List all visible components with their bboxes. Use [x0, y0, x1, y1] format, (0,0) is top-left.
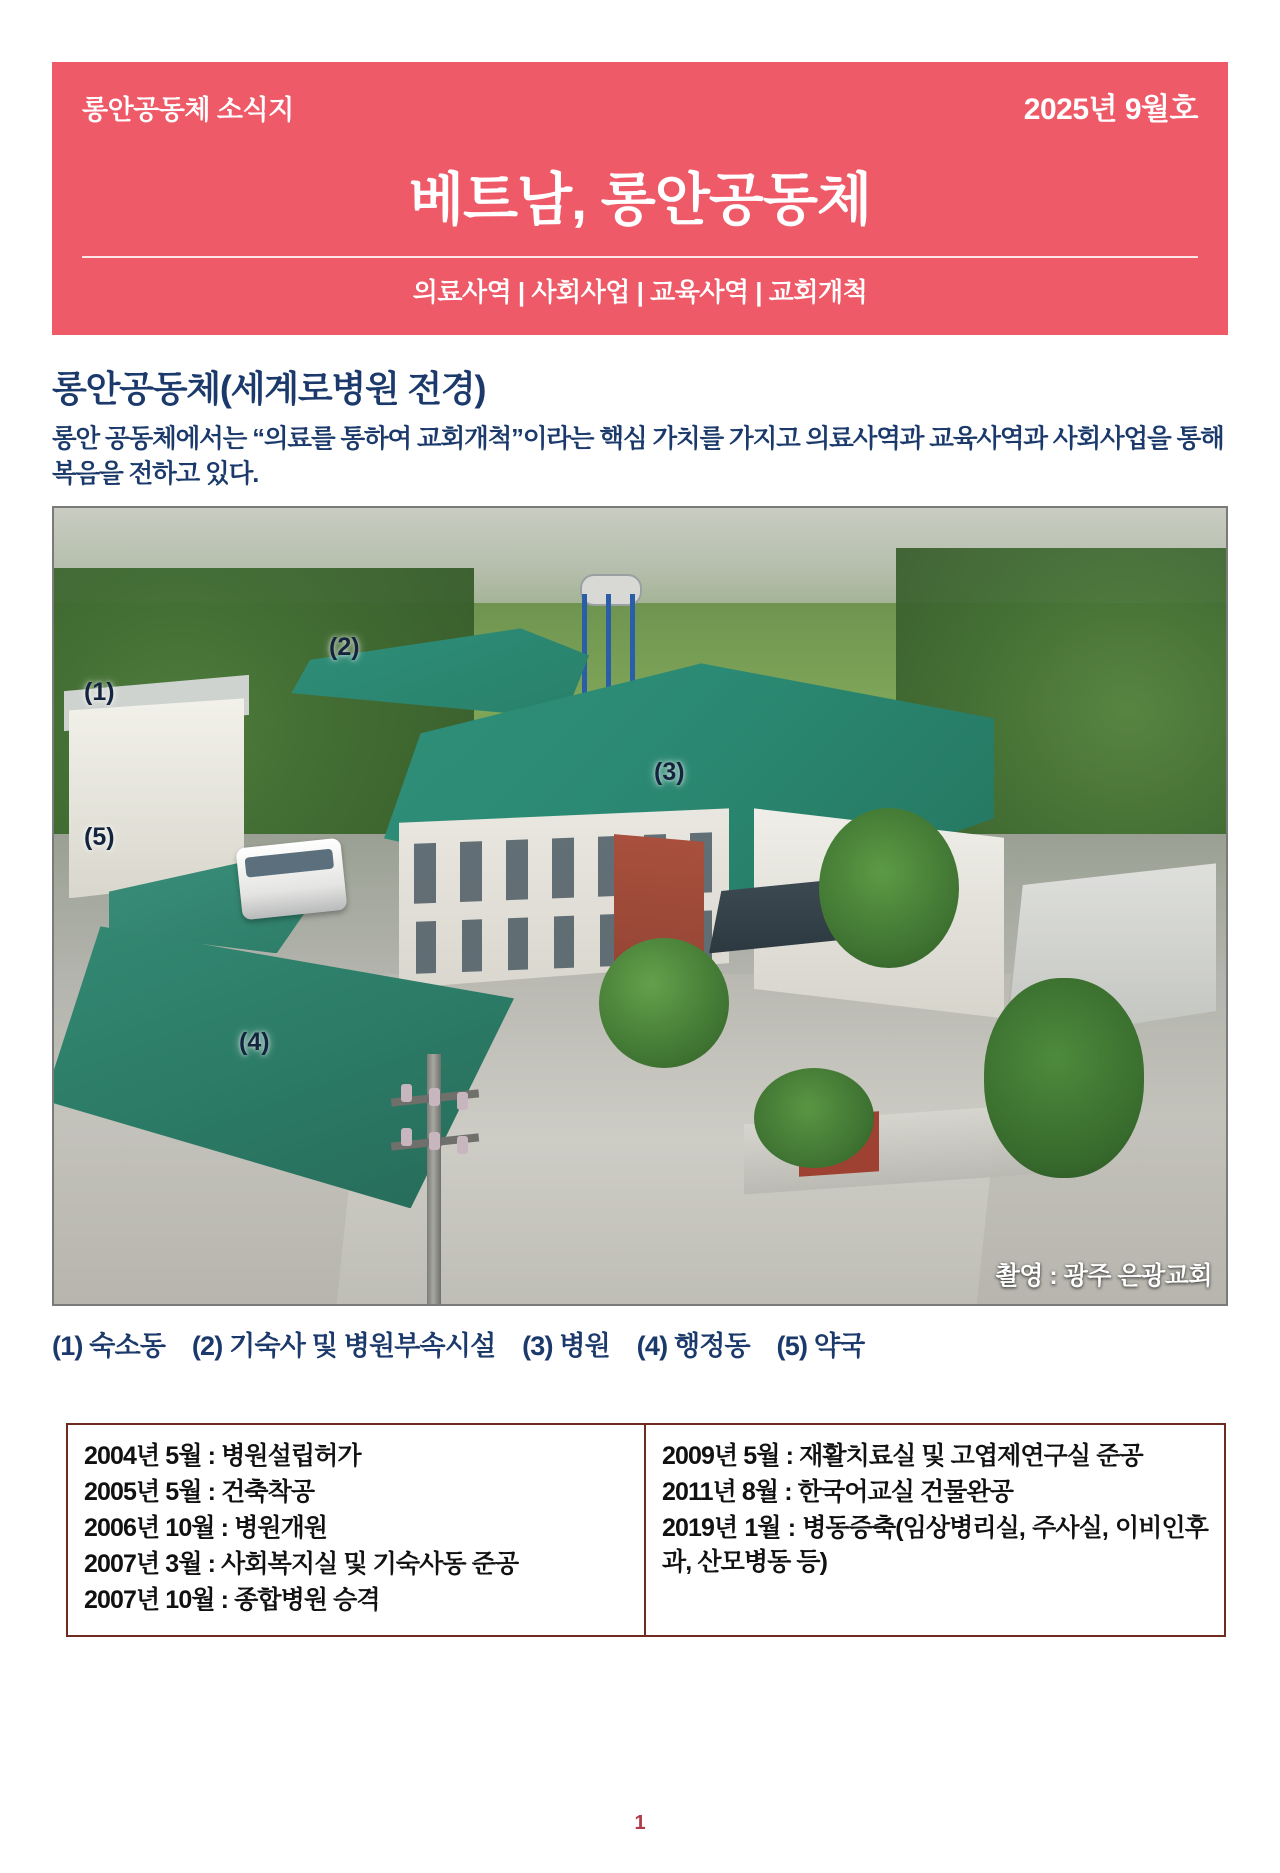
timeline-item: 2004년 5월 : 병원설립허가: [84, 1442, 361, 1471]
banner-subtitle: 의료사역 | 사회사업 | 교육사역 | 교회개척: [412, 277, 868, 307]
timeline-column-right: [646, 1425, 1224, 1635]
photo-marker-2: (2): [329, 633, 360, 662]
timeline-item: 2007년 10월 : 종합병원 승격: [84, 1586, 380, 1615]
page-number: 1: [634, 1812, 646, 1834]
legend-item-5: (5) 약국: [776, 1331, 865, 1362]
photo-water-tower: [574, 558, 644, 698]
photo-bus: [236, 838, 348, 921]
photo-utility-pole: [399, 1054, 469, 1304]
photo-bus-windshield: [245, 849, 335, 878]
timeline-item: 2009년 5월 : 재활치료실 및 고엽제연구실 준공: [662, 1442, 1143, 1471]
legend-item-3: (3) 병원: [522, 1331, 610, 1362]
photo-marker-1: (1): [84, 678, 115, 707]
banner-top-row: [82, 84, 1198, 128]
history-timeline: [66, 1423, 1226, 1637]
banner-divider: [82, 256, 1198, 258]
section-body: 롱안 공동체에서는 “의료를 통하여 교회개척”이라는 핵심 가치를 가지고 의료사역과 교육사역과 사회사업을 통해 복음을 전하고 있다.: [52, 425, 1224, 489]
timeline-item: 2019년 1월 : 병동증축(임상병리실, 주사실, 이비인후과, 산모병동 등): [662, 1514, 1208, 1577]
photo-legend: [52, 1324, 1228, 1363]
timeline-item: 2006년 10월 : 병원개원: [84, 1514, 328, 1543]
issue-label: 롱안공동체 소식지: [82, 95, 294, 125]
photo-tree-center-lower: [754, 1068, 874, 1168]
photo-marker-3: (3): [654, 758, 685, 787]
photo-tree-right-lower: [984, 978, 1144, 1178]
timeline-item: 2011년 8월 : 한국어교실 건물완공: [662, 1478, 1013, 1507]
section-heading: 롱안공동체(세계로병원 전경): [52, 368, 486, 409]
timeline-item: 2007년 3월 : 사회복지실 및 기숙사동 준공: [84, 1550, 519, 1579]
page-title: 베트남, 롱안공동체: [408, 168, 872, 232]
hospital-photo: [52, 506, 1228, 1306]
photo-marker-4: (4): [239, 1028, 270, 1057]
legend-item-1: (1) 숙소동: [52, 1331, 166, 1362]
photo-illustration: [54, 508, 1226, 1304]
photo-marker-5: (5): [84, 823, 115, 852]
legend-item-2: (2) 기숙사 및 병원부속시설: [191, 1331, 496, 1362]
header-banner: [52, 62, 1228, 335]
photo-tree-right-upper: [819, 808, 959, 968]
timeline-column-left: [68, 1425, 646, 1635]
timeline-item: 2005년 5월 : 건축착공: [84, 1478, 315, 1507]
photo-tree-center: [599, 938, 729, 1068]
newsletter-page: [0, 62, 1280, 1873]
issue-date: 2025년 9월호: [1023, 93, 1198, 126]
legend-item-4: (4) 행정동: [636, 1331, 750, 1362]
photo-credit: 촬영 : 광주 은광교회: [995, 1262, 1212, 1291]
